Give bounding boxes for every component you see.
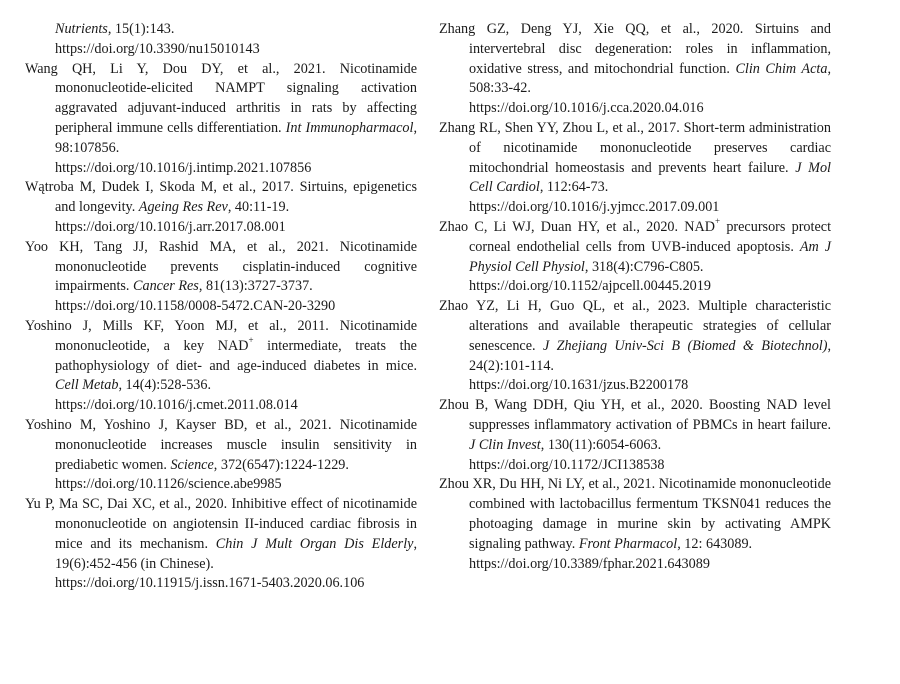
- citation-detail: , 112:64-73.: [539, 179, 609, 196]
- doi-link[interactable]: https://doi.org/10.1152/ajpcell.00445.2019: [469, 278, 711, 295]
- journal-name: Clin Chim Acta: [735, 60, 828, 77]
- reference-entry: [25, 238, 417, 317]
- reference-authors-title: Yoshino M, Yoshino J, Kayser BD, et al., 2021. Nicotinamide mononucleotide increases muscle insulin sensitivity in prediabetic women.: [25, 416, 417, 473]
- reference-authors-title: Zhou XR, Du HH, Ni LY, et al., 2021. Nicotinamide mononucleotide combined with lactobacillus fermentum TKSN041 reduces the photoaging damage in murine skin by activating AMPK signaling pathway.: [439, 476, 831, 552]
- citation-detail: , 15(1):143.: [107, 21, 175, 37]
- reference-authors-title: Wang QH, Li Y, Dou DY, et al., 2021. Nicotinamide mononucleotide-elicited NAMPT signaling activation aggravated adjuvant-induced arthritis in rats by affecting peripheral immune cells differentiation.: [25, 60, 417, 136]
- journal-name: Chin J Mult Organ Dis Elderly: [215, 535, 414, 552]
- reference-authors-title: Yu P, Ma SC, Dai XC, et al., 2020. Inhibitive effect of nicotinamide mononucleotide on angiotensin II-induced cardiac fibrosis in mice and its mechanism.: [25, 496, 417, 552]
- citation-detail: , 24(2):101-114.: [469, 337, 831, 374]
- citation-detail: , 14(4):528-536.: [118, 377, 212, 394]
- journal-name: J Zhejiang Univ-Sci B (Biomed & Biotechnol): [542, 337, 828, 354]
- superscript-plus: +: [715, 216, 721, 227]
- doi-link[interactable]: https://doi.org/10.1016/j.cmet.2011.08.014: [55, 397, 298, 414]
- reference-entry: [439, 297, 831, 396]
- reference-authors-title: Yoshino J, Mills KF, Yoon MJ, et al., 2011. Nicotinamide mononucleotide, a key NAD: [25, 317, 417, 354]
- journal-name: Cell Metab: [55, 377, 119, 394]
- journal-name: Cancer Res: [133, 278, 199, 295]
- reference-authors-title: Yoo KH, Tang JJ, Rashid MA, et al., 2021. Nicotinamide mononucleotide prevents cisplatin-induced cognitive impairments.: [25, 238, 417, 295]
- reference-entry: [439, 475, 831, 574]
- reference-authors-title: Wątroba M, Dudek I, Skoda M, et al., 2017. Sirtuins, epigenetics and longevity.: [25, 179, 417, 216]
- reference-entry: [25, 416, 417, 495]
- reference-authors-title: Zhao YZ, Li H, Guo QL, et al., 2023. Multiple characteristic alterations and available therapeutic strategies of cellular senescence.: [439, 298, 831, 354]
- doi-link[interactable]: https://doi.org/10.1126/science.abe9985: [55, 476, 282, 493]
- doi-link[interactable]: https://doi.org/10.3389/fphar.2021.643089: [469, 555, 710, 572]
- reference-entry: [25, 60, 417, 179]
- reference-entry: [25, 20, 417, 60]
- reference-entry: [439, 218, 831, 297]
- citation-detail: , 508:33-42.: [469, 60, 831, 97]
- citation-detail: , 130(11):6054-6063.: [540, 436, 662, 453]
- doi-link[interactable]: https://doi.org/10.1016/j.arr.2017.08.001: [55, 218, 286, 235]
- doi-link[interactable]: https://doi.org/10.1158/0008-5472.CAN-20-3290: [55, 298, 336, 315]
- citation-detail: , 12: 643089.: [677, 535, 753, 552]
- citation-detail: , 40:11-19.: [227, 199, 290, 216]
- doi-link[interactable]: https://doi.org/10.1631/jzus.B2200178: [469, 377, 689, 394]
- citation-detail: , 318(4):C796-C805.: [584, 258, 704, 275]
- reference-authors-title: Zhou B, Wang DDH, Qiu YH, et al., 2020. Boosting NAD level suppresses inflammatory activation of PBMCs in heart failure.: [439, 397, 831, 433]
- doi-link[interactable]: https://doi.org/10.1016/j.intimp.2021.107856: [55, 159, 312, 176]
- doi-link[interactable]: https://doi.org/10.1172/JCI138538: [469, 456, 665, 473]
- reference-entry: [25, 317, 417, 416]
- reference-authors-title: intermediate, treats the pathophysiology of diet- and age-induced diabetes in mice.: [55, 337, 417, 374]
- doi-link[interactable]: https://doi.org/10.11915/j.issn.1671-5403.2020.06.106: [55, 575, 365, 592]
- journal-name: Am J Physiol Cell Physiol: [469, 238, 831, 275]
- reference-authors-title: precursors protect corneal endothelial cells from UVB-induced apoptosis.: [469, 218, 832, 255]
- journal-name: J Clin Invest: [469, 436, 541, 453]
- doi-link[interactable]: https://doi.org/10.1016/j.cca.2020.04.016: [469, 100, 704, 117]
- citation-detail: , 98:107856.: [55, 119, 417, 156]
- journal-name: Science: [170, 456, 214, 473]
- doi-link[interactable]: https://doi.org/10.3390/nu15010143: [55, 40, 260, 57]
- reference-column-left: [25, 20, 417, 594]
- reference-entry: [439, 119, 831, 218]
- reference-entry: [25, 178, 417, 237]
- citation-detail: , 372(6547):1224-1229.: [213, 456, 349, 473]
- journal-name: Int Immunopharmacol: [285, 119, 414, 136]
- reference-entry: [439, 20, 831, 119]
- citation-detail: , 81(13):3727-3737.: [198, 278, 313, 295]
- reference-authors-title: Zhang GZ, Deng YJ, Xie QQ, et al., 2020. Sirtuins and intervertebral disc degeneration: roles in inflammation, oxidative stress, and mitochondrial function.: [439, 21, 831, 77]
- reference-column-right: [439, 20, 831, 574]
- journal-name: J Mol Cell Cardiol: [469, 159, 832, 196]
- journal-name: Ageing Res Rev: [138, 199, 228, 216]
- journal-name: Nutrients: [55, 21, 108, 37]
- reference-authors-title: Zhao C, Li WJ, Duan HY, et al., 2020. NAD: [439, 218, 716, 235]
- reference-entry: [439, 396, 831, 475]
- doi-link[interactable]: https://doi.org/10.1016/j.yjmcc.2017.09.001: [469, 199, 720, 216]
- journal-name: Front Pharmacol: [578, 535, 678, 552]
- superscript-plus: +: [248, 335, 254, 346]
- reference-authors-title: Zhang RL, Shen YY, Zhou L, et al., 2017. Short-term administration of nicotinamide mononucleotide preserves cardiac mitochondrial homeostasis and prevents heart failure.: [439, 119, 831, 176]
- citation-detail: , 19(6):452-456 (in Chinese).: [55, 535, 417, 572]
- reference-entry: [25, 495, 417, 594]
